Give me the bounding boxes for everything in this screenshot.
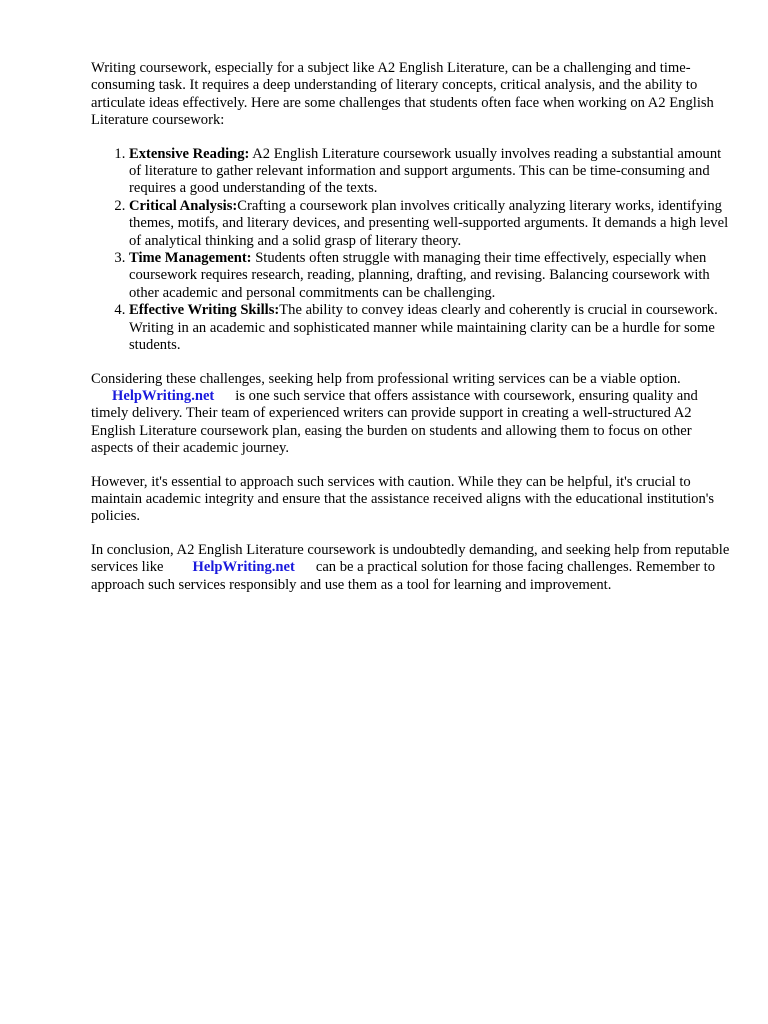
challenges-list (91, 146, 731, 355)
list-item-term: Extensive Reading: (129, 145, 250, 162)
conclusion-text-before: In conclusion, A2 English Literature coursework is undoubtedly demanding, and seeking help from reputable services like (91, 541, 730, 576)
list-item-extensive-reading (129, 146, 731, 198)
list-item-text: Students often struggle with managing their time effectively, especially when coursework requires research, reading, planning, drafting, and revising. Balancing coursework with other academic and personal commitments can be challenging. (129, 250, 710, 301)
conclusion-paragraph (91, 542, 731, 594)
considering-text-after: is one such service that offers assistance with coursework, ensuring quality and timely delivery. Their team of experienced writers can provide support in creating a well-structured A2 English Literature coursework plan, easing the burden on students and allowing them to focus on other aspects of their academic journey. (91, 387, 698, 457)
conclusion-text-after: can be a practical solution for those facing challenges. Remember to approach such services responsibly and use them as a tool for learning and improvement. (91, 559, 715, 593)
list-item-time-management (129, 250, 731, 302)
intro-paragraph: Writing coursework, especially for a subject like A2 English Literature, can be a challenging and time-consuming task. It requires a deep understanding of literary concepts, critical analysis, and the ability to articulate ideas effectively. Here are some challenges that students often face when working on A2 English Literature coursework: (91, 60, 714, 129)
list-item-text: The ability to convey ideas clearly and coherently is crucial in coursework. Writing in an academic and sophisticated manner while maintaining clarity can be a hurdle for some students. (129, 302, 718, 354)
list-item-term: Critical Analysis: (129, 197, 238, 214)
caution-paragraph: However, it's essential to approach such services with caution. While they can be helpful, it's crucial to maintain academic integrity and ensure that the assistance received aligns with the educational institution's policies. (91, 473, 715, 525)
considering-paragraph (91, 371, 731, 458)
list-item-text: A2 English Literature coursework usually involves reading a substantial amount of literature to gather relevant information and support arguments. This can be time-consuming and requires a good understanding of the texts. (129, 145, 722, 197)
list-item-term: Time Management: (129, 250, 252, 267)
list-item-critical-analysis (129, 198, 731, 250)
considering-text-before: Considering these challenges, seeking help from professional writing services can be a viable option. (91, 370, 681, 387)
list-item-term: Effective Writing Skills: (129, 302, 280, 319)
document-page (91, 60, 731, 610)
helpwriting-link-inline[interactable]: HelpWriting.net (192, 559, 295, 576)
list-item-text: Crafting a coursework plan involves critically analyzing literary works, identifying themes, motifs, and literary devices, and presenting well-supported arguments. It demands a high level of analytical thinking and a solid grasp of literary theory. (129, 197, 729, 249)
list-item-effective-writing (129, 302, 731, 354)
helpwriting-link[interactable]: HelpWriting.net (112, 387, 215, 404)
